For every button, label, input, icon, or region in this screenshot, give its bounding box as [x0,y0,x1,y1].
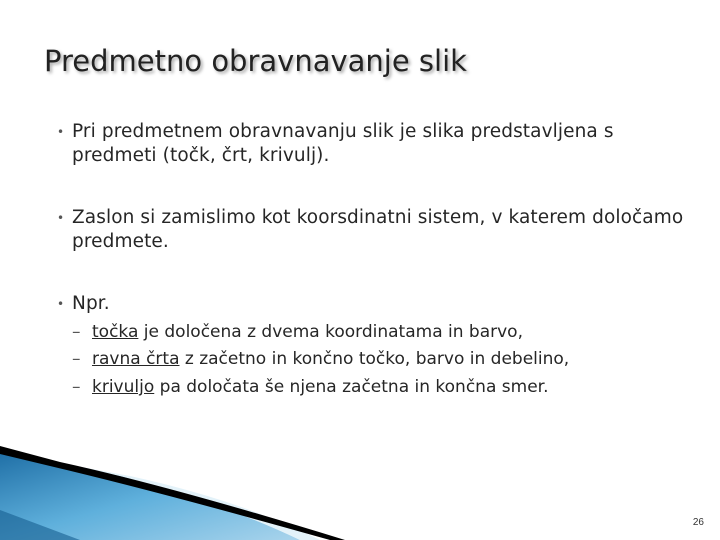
slide-title: Predmetno obravnavanje slik [44,44,467,78]
subbullet-text: z začetno in končno točko, barvo in debelino, [179,349,570,369]
bullet-marker: • [57,125,65,139]
subbullet-marker: – [72,377,81,397]
bullet-3-text: Npr. [72,293,110,314]
subbullet-term: točka [92,322,139,342]
bullet-2-text: Zaslon si zamislimo kot koorsdinatni sistem, v katerem določamo predmete. [72,207,684,252]
bullet-marker: • [57,211,65,225]
bullet-1-text: Pri predmetnem obravnavanju slik je slika predstavljena s predmeti (točk, črt, krivulj). [72,121,614,166]
decorative-corner-swoosh [0,440,380,540]
subbullet-3 [72,376,548,398]
subbullet-marker: – [72,349,81,369]
page-number: 26 [692,517,704,528]
subbullet-term: krivuljo [92,377,155,397]
subbullet-text: pa določata še njena začetna in končna smer. [154,377,549,397]
subbullet-term: ravna črta [92,349,180,369]
subbullet-marker: – [72,322,81,342]
subbullet-1 [72,321,523,343]
subbullet-text: je določena z dvema koordinatama in barvo, [138,322,523,342]
bullet-marker: • [57,297,65,311]
deco-blue-shape [0,452,300,540]
subbullet-2 [72,348,569,370]
